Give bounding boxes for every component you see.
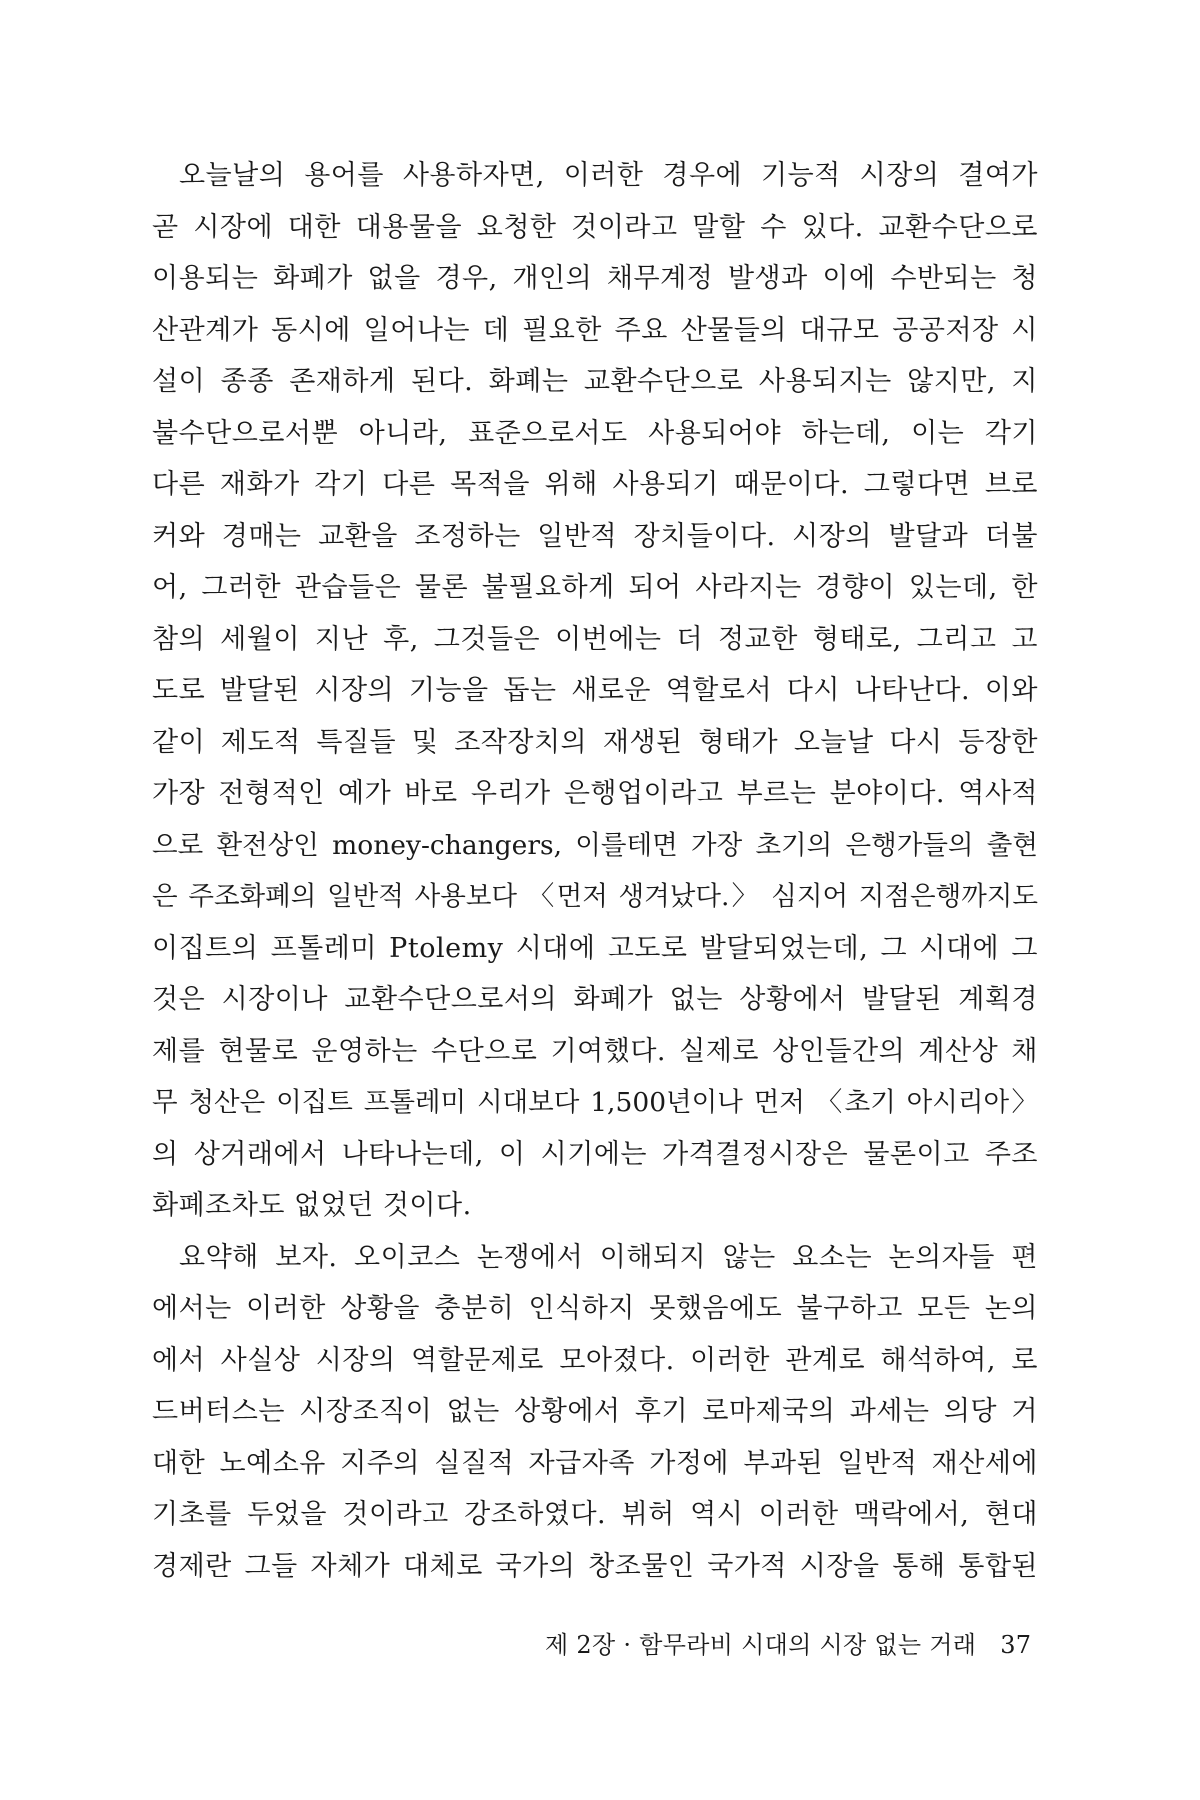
text-line: 이용되는 화폐가 없을 경우, 개인의 채무계정 발생과 이에 수반되는 청 <box>152 263 1038 294</box>
text-line: 것은 시장이나 교환수단으로서의 화폐가 없는 상황에서 발달된 계획경 <box>152 984 1038 1015</box>
text-line: 은 주조화폐의 일반적 사용보다 〈먼저 생겨났다.〉 심지어 지점은행까지도 <box>152 881 1038 912</box>
text-line: 무 청산은 이집트 프톨레미 시대보다 1,500년이나 먼저 〈초기 아시리아〉 <box>152 1087 1038 1118</box>
text-line: 참의 세월이 지난 후, 그것들은 이번에는 더 정교한 형태로, 그리고 고 <box>152 623 1038 655</box>
text-line: 설이 종종 존재하게 된다. 화폐는 교환수단으로 사용되지는 않지만, 지 <box>152 366 1038 397</box>
text-line: 경제란 그들 자체가 대체로 국가의 창조물인 국가적 시장을 통해 통합된 <box>152 1550 1038 1582</box>
text-line: 어, 그러한 관습들은 물론 불필요하게 되어 사라지는 경향이 있는데, 한 <box>152 572 1038 603</box>
text-line: 오늘날의 용어를 사용하자면, 이러한 경우에 기능적 시장의 결여가 <box>179 160 1038 191</box>
text-line: 가장 전형적인 예가 바로 우리가 은행업이라고 부르는 분야이다. 역사적 <box>152 778 1038 809</box>
text-line: 곧 시장에 대한 대용물을 요청한 것이라고 말할 수 있다. 교환수단으로 <box>152 211 1038 243</box>
text-line: 도로 발달된 시장의 기능을 돕는 새로운 역할로서 다시 나타난다. 이와 <box>152 675 1038 706</box>
paragraph-2 <box>152 1232 1038 1593</box>
text-line: 의 상거래에서 나타나는데, 이 시기에는 가격결정시장은 물론이고 주조 <box>152 1138 1038 1170</box>
page-footer <box>545 1625 1031 1660</box>
text-line: 드버터스는 시장조직이 없는 상황에서 후기 로마제국의 과세는 의당 거 <box>152 1396 1038 1427</box>
text-line: 커와 경매는 교환을 조정하는 일반적 장치들이다. 시장의 발달과 더불 <box>152 520 1038 552</box>
text-line: 제를 현물로 운영하는 수단으로 기여했다. 실제로 상인들간의 계산상 채 <box>152 1035 1038 1067</box>
text-line: 같이 제도적 특질들 및 조작장치의 재생된 형태가 오늘날 다시 등장한 <box>152 726 1038 758</box>
text-line: 에서는 이러한 상황을 충분히 인식하지 못했음에도 불구하고 모든 논의 <box>152 1293 1038 1324</box>
text-line: 이집트의 프톨레미 Ptolemy 시대에 고도로 발달되었는데, 그 시대에 그 <box>152 932 1038 964</box>
paragraph-1 <box>152 150 1038 1232</box>
text-line: 산관계가 동시에 일어나는 데 필요한 주요 산물들의 대규모 공공저장 시 <box>152 314 1038 346</box>
text-line: 으로 환전상인 money-changers, 이를테면 가장 초기의 은행가들의 출현 <box>152 829 1038 861</box>
page-number: 37 <box>1000 1631 1032 1659</box>
text-line: 대한 노예소유 지주의 실질적 자급자족 가정에 부과된 일반적 재산세에 <box>152 1447 1038 1479</box>
text-line: 요약해 보자. 오이코스 논쟁에서 이해되지 않는 요소는 논의자들 편 <box>179 1241 1038 1273</box>
body-text <box>152 150 1038 1592</box>
text-line: 화폐조차도 없었던 것이다. <box>152 1190 472 1221</box>
text-line: 에서 사실상 시장의 역할문제로 모아졌다. 이러한 관계로 해석하여, 로 <box>152 1344 1038 1376</box>
running-head: 제 2장 · 함무라비 시대의 시장 없는 거래 <box>545 1631 977 1659</box>
text-line: 다른 재화가 각기 다른 목적을 위해 사용되기 때문이다. 그렇다면 브로 <box>152 469 1038 500</box>
text-line: 불수단으로서뿐 아니라, 표준으로서도 사용되어야 하는데, 이는 각기 <box>152 417 1038 449</box>
text-line: 기초를 두었을 것이라고 강조하였다. 뷔허 역시 이러한 맥락에서, 현대 <box>152 1499 1038 1530</box>
